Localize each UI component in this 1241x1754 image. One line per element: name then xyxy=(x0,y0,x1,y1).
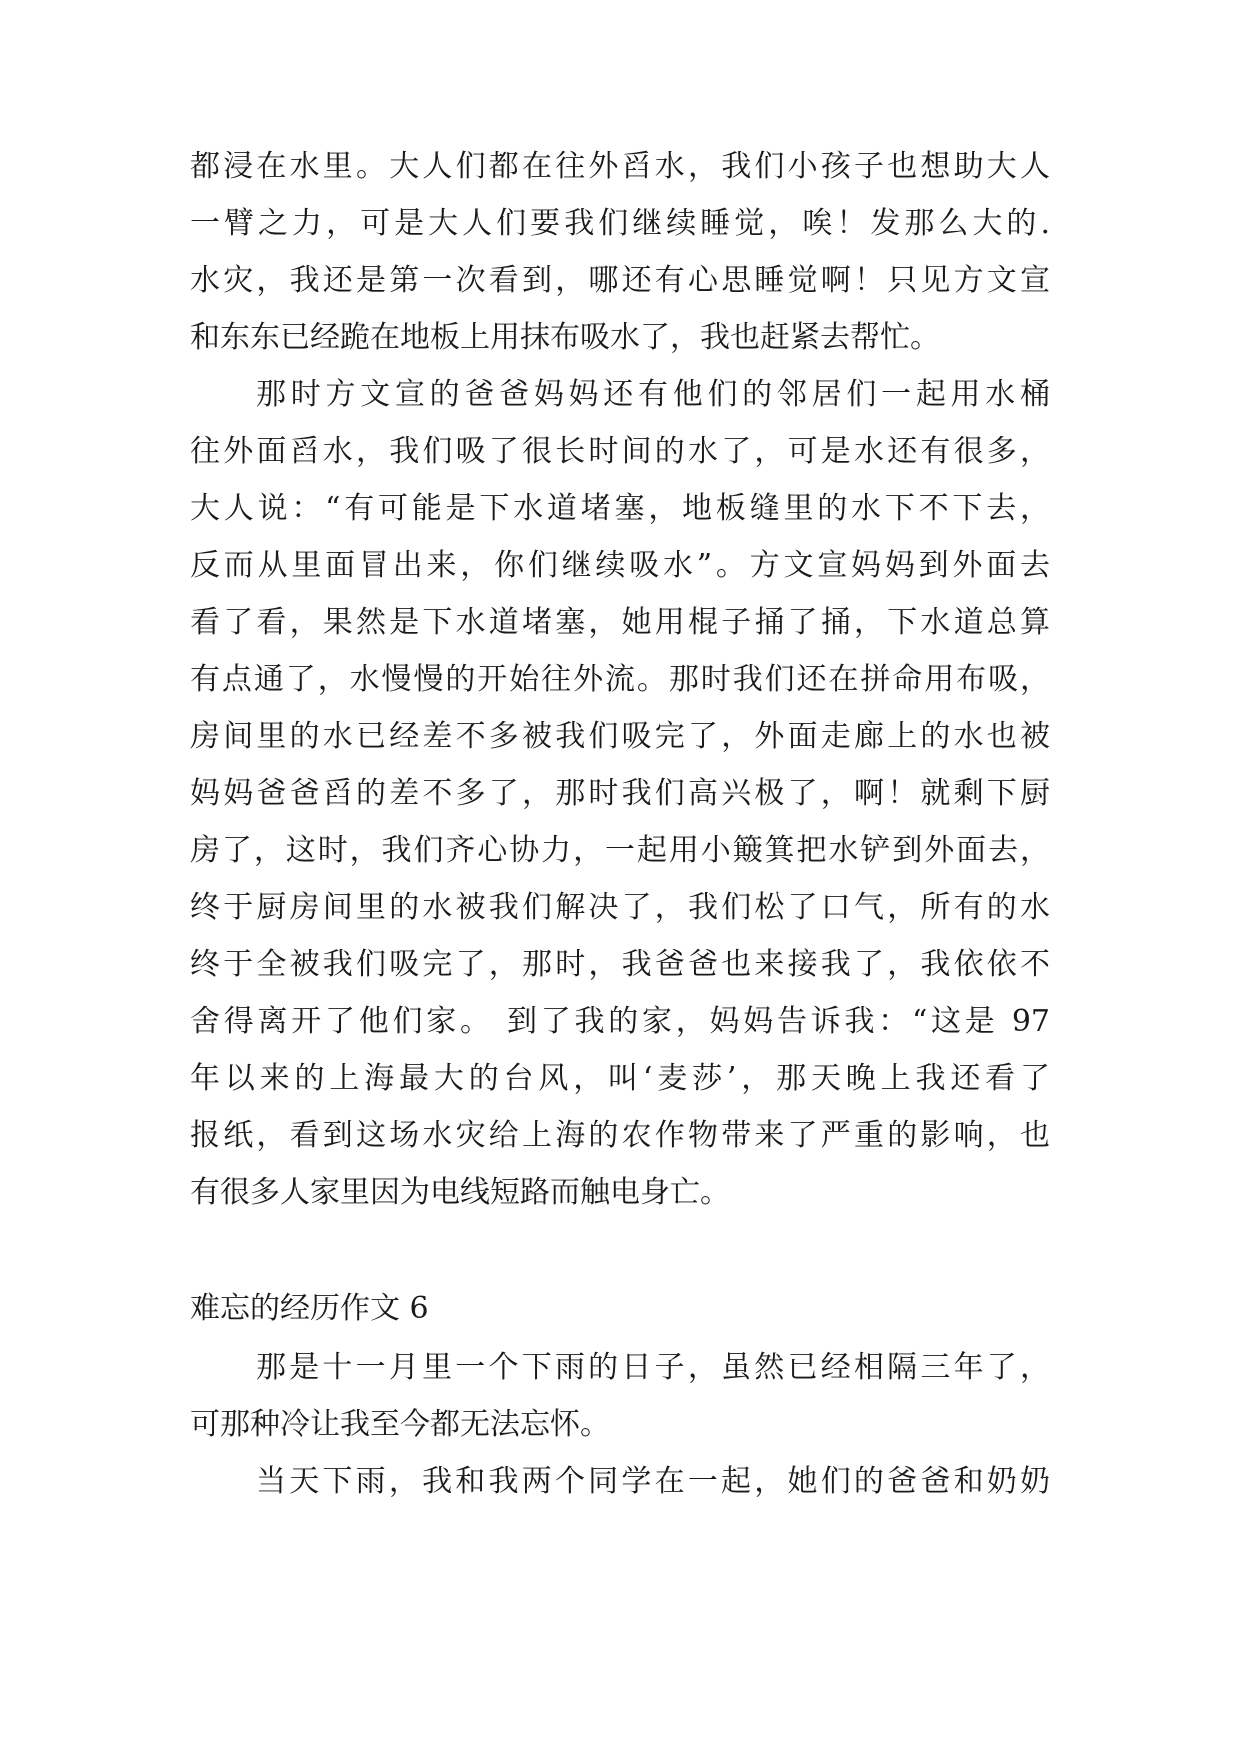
paragraph-line: 看了看，果然是下水道堵塞，她用棍子捅了捅，下水道总算 xyxy=(190,605,1050,640)
paragraph-line: 可那种冷让我至今都无法忘怀。 xyxy=(190,1407,610,1442)
paragraph-line: 一臂之力，可是大人们要我们继续睡觉，唉！发那么大的. xyxy=(190,206,1050,241)
paragraph-line: 反而从里面冒出来，你们继续吸水”。方文宣妈妈到外面去 xyxy=(190,548,1050,583)
paragraph-line: 和东东已经跪在地板上用抹布吸水了，我也赶紧去帮忙。 xyxy=(190,320,940,355)
paragraph-line: 大人说：“有可能是下水道堵塞，地板缝里的水下不下去， xyxy=(190,491,1050,526)
paragraph-line: 都浸在水里。大人们都在往外舀水，我们小孩子也想助大人 xyxy=(190,149,1050,184)
paragraph-line: 往外面舀水，我们吸了很长时间的水了，可是水还有很多， xyxy=(190,434,1050,469)
paragraph-line: 当天下雨，我和我两个同学在一起，她们的爸爸和奶奶 xyxy=(256,1464,1050,1499)
paragraph-line: 终于全被我们吸完了，那时，我爸爸也来接我了，我依依不 xyxy=(190,947,1050,982)
paragraph-line: 房间里的水已经差不多被我们吸完了，外面走廊上的水也被 xyxy=(190,719,1050,754)
paragraph-line: 报纸，看到这场水灾给上海的农作物带来了严重的影响，也 xyxy=(190,1118,1050,1153)
paragraph-line: 那是十一月里一个下雨的日子，虽然已经相隔三年了， xyxy=(256,1350,1050,1385)
paragraph-line: 年以来的上海最大的台风，叫‘麦莎’，那天晚上我还看了 xyxy=(190,1061,1050,1096)
section-heading: 难忘的经历作文 6 xyxy=(190,1291,429,1326)
paragraph-line: 有点通了，水慢慢的开始往外流。那时我们还在拼命用布吸， xyxy=(190,662,1050,697)
paragraph-line: 水灾，我还是第一次看到，哪还有心思睡觉啊！只见方文宣 xyxy=(190,263,1050,298)
paragraph-line: 妈妈爸爸舀的差不多了，那时我们高兴极了，啊！就剩下厨 xyxy=(190,776,1050,811)
paragraph-line: 舍得离开了他们家。 到了我的家，妈妈告诉我：“这是 97 xyxy=(190,1004,1050,1039)
paragraph-line: 终于厨房间里的水被我们解决了，我们松了口气，所有的水 xyxy=(190,890,1050,925)
paragraph-line: 有很多人家里因为电线短路而触电身亡。 xyxy=(190,1175,730,1210)
paragraph-line: 那时方文宣的爸爸妈妈还有他们的邻居们一起用水桶 xyxy=(256,377,1050,412)
paragraph-line: 房了，这时，我们齐心协力，一起用小簸箕把水铲到外面去， xyxy=(190,833,1050,868)
